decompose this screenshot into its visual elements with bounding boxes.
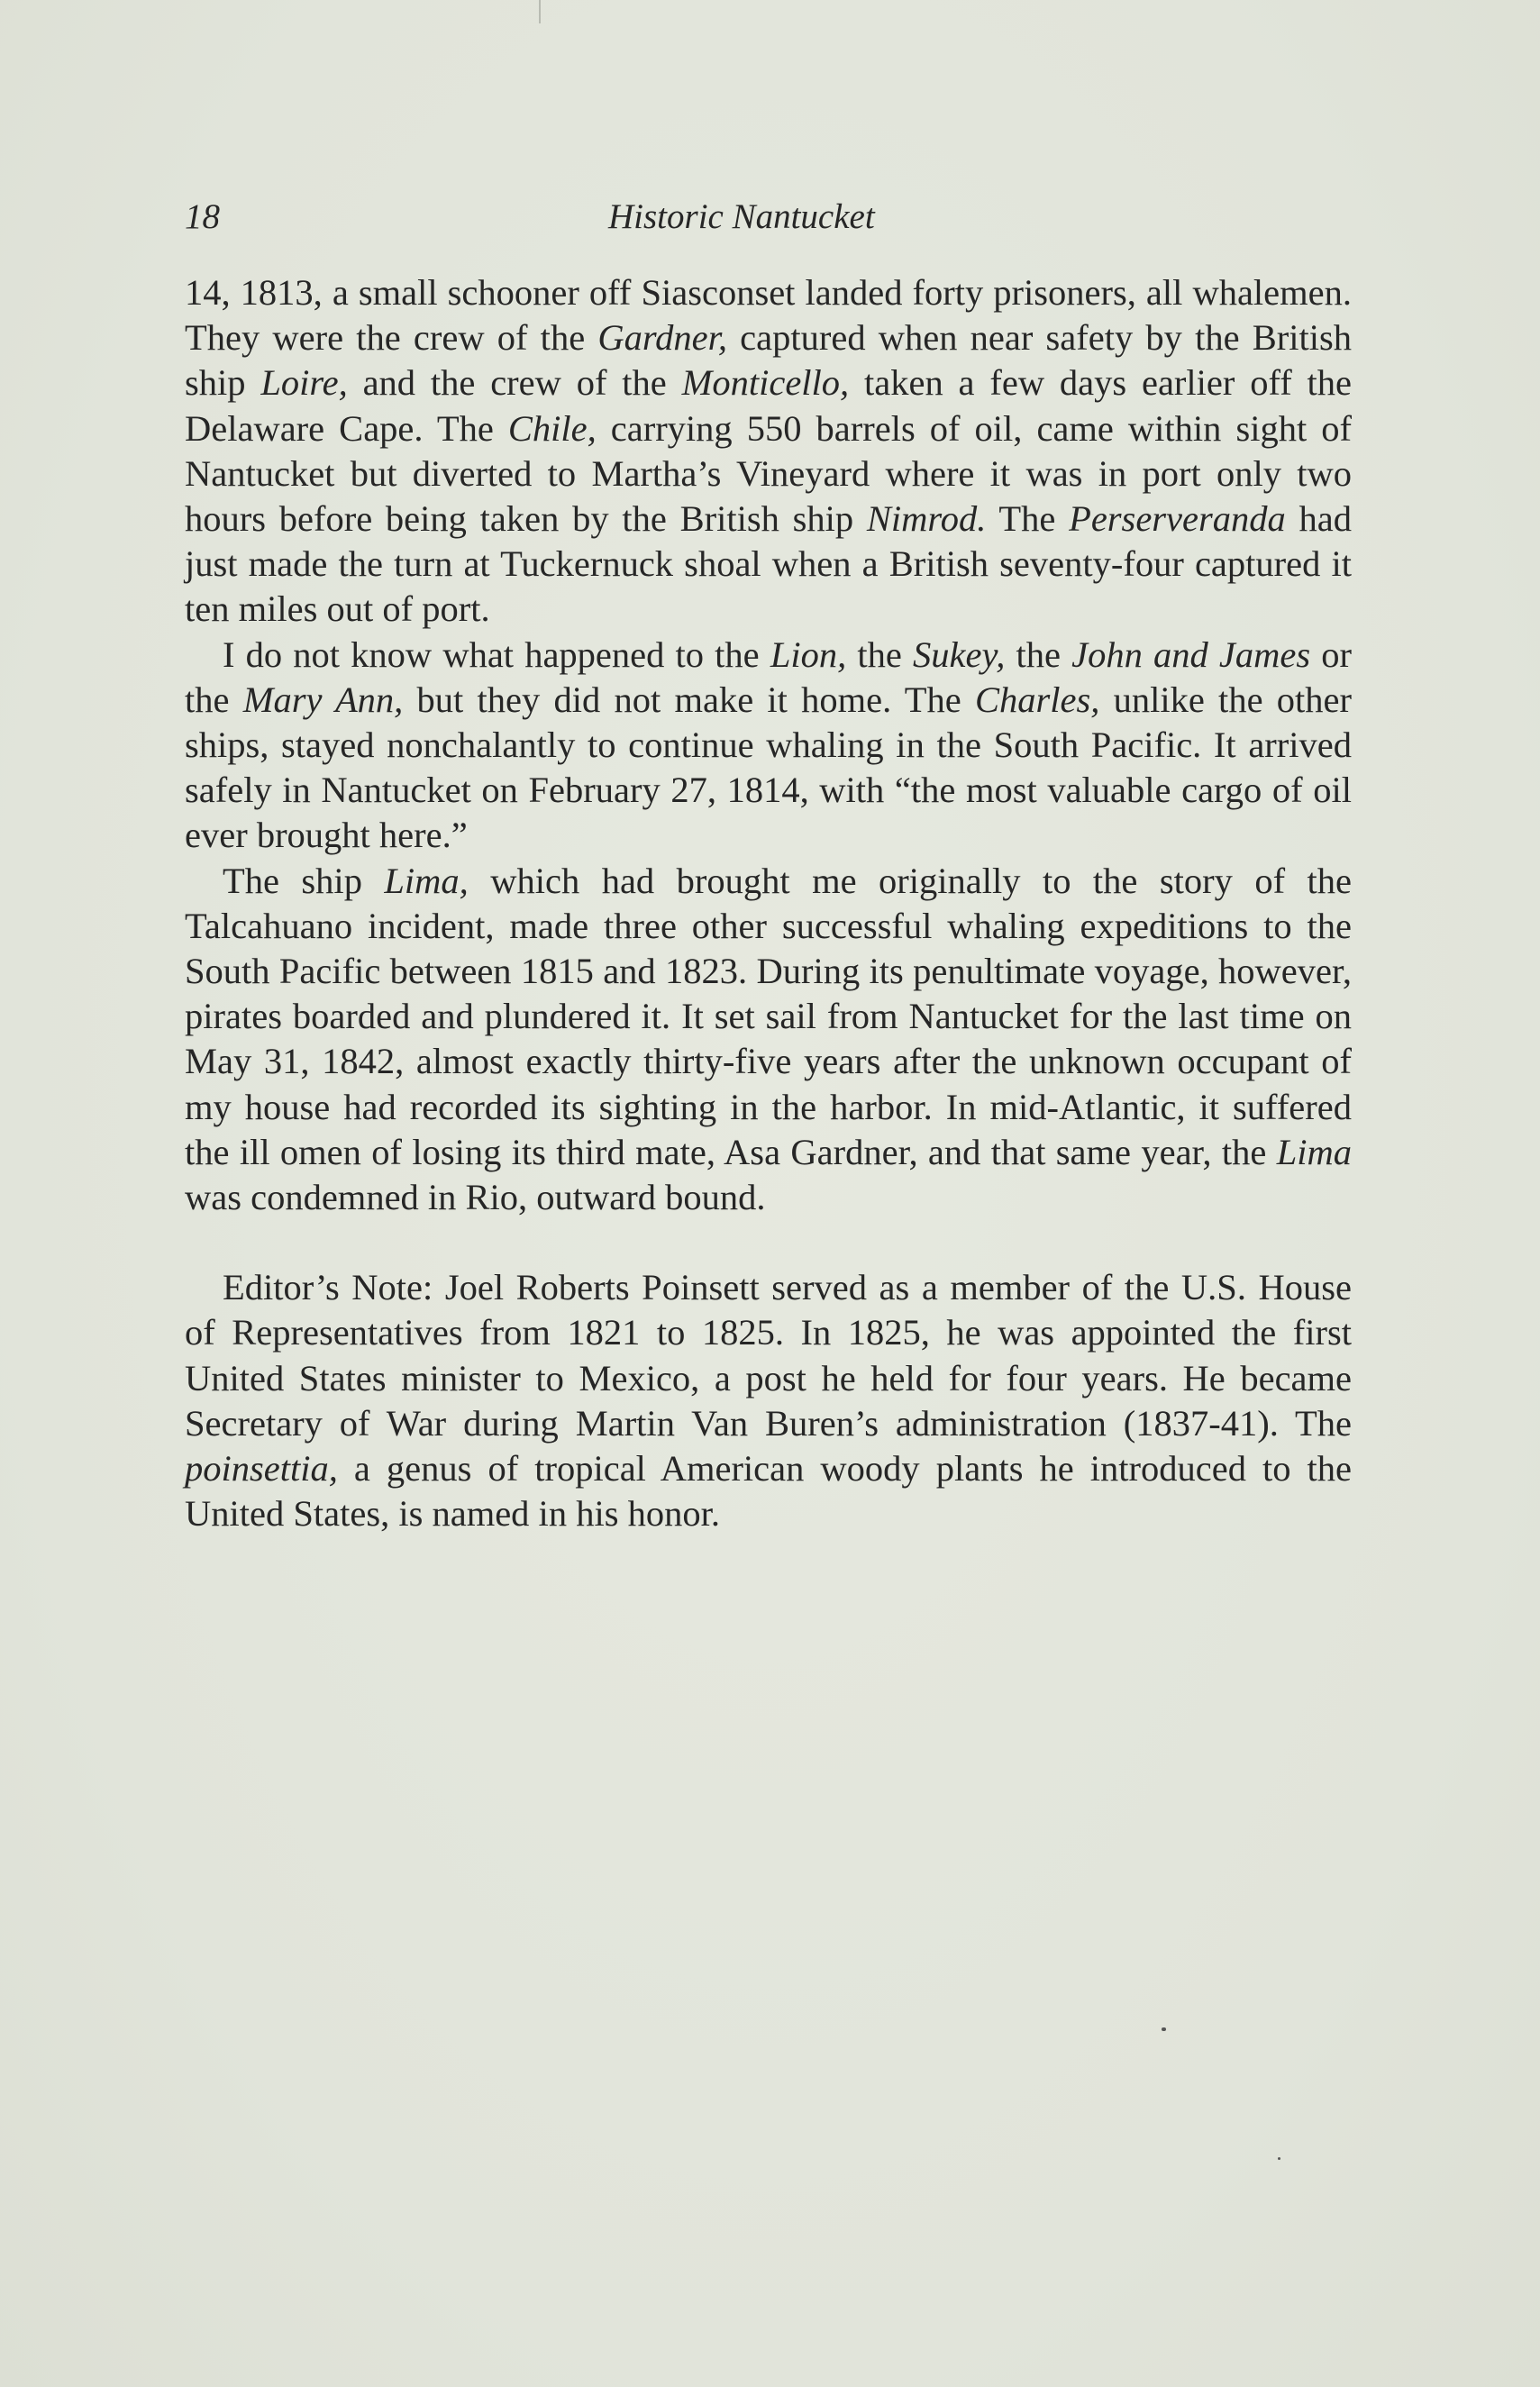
text-run: The [986, 498, 1070, 540]
text-run: 14, 1813, a small schooner off Siasconset landed forty prisoners, all whalemen. They were the crew of the [185, 272, 1352, 359]
italic-ship-name: Loire, [260, 362, 348, 404]
paragraph-continuation [185, 270, 1352, 633]
text-run: captured when near safety by the British ship [185, 317, 1352, 404]
text-run: which had brought me originally to the story of the Talcahuano incident, made three other successful whaling expeditions to the South Pacific between 1815 and 1823. During its penultimate voyage, however, pirates boarded and plundered it. It set sail from Nantucket for the last time on May 31, 1842, almost exactly thirty-five years after the unknown occupant of my house had recorded its sighting in the harbor. In mid-Atlantic, it suffered the ill omen of losing its third mate, Asa Gardner, and that same year, the [185, 860, 1352, 1172]
italic-ship-name: John and James [1071, 633, 1311, 675]
text-run: carrying 550 barrels of oil, came within sight of Nantucket but diverted to Martha’s Vineyard where it was in port only two hours before being taken by the British ship [185, 407, 1353, 540]
text-run: the [846, 633, 913, 675]
running-head [185, 196, 1352, 247]
text-run: or the [185, 633, 1352, 720]
text-run: taken a few days earlier off the Delaware Cape. The [185, 362, 1353, 449]
italic-ship-name: Nimrod. [866, 498, 987, 540]
italic-ship-name: Gardner, [597, 317, 727, 359]
editors-note [185, 1265, 1352, 1536]
text-run: the [1005, 633, 1072, 675]
text-run: The ship [223, 860, 385, 901]
italic-ship-name: poinsettia, [185, 1448, 338, 1490]
italic-ship-name: Mary Ann, [242, 679, 404, 720]
text-run: and the crew of the [347, 362, 682, 404]
italic-ship-name: Monticello, [681, 362, 850, 404]
italic-ship-name: Lima [1276, 1131, 1352, 1172]
book-title: Historic Nantucket [608, 197, 875, 236]
text-run: a genus of tropical American woody plants he introduced to the United States, is named in his honor. [185, 1448, 1352, 1535]
page-number: 18 [185, 197, 220, 236]
italic-ship-name: Lion, [770, 633, 847, 675]
italic-ship-name: Perserveranda [1069, 498, 1286, 540]
text-run: but they did not make it home. The [403, 679, 975, 720]
text-run: Editor’s Note: Joel Roberts Poinsett served as a member of the U.S. House of Representatives from 1821 to 1825. In 1825, he was appointed the first United States minister to Mexico, a post he held for four years. He became Secretary of War during Martin Van Buren’s administration (1837-41). The [185, 1267, 1352, 1444]
text-run: unlike the other ships, stayed nonchalantly to continue whaling in the South Pacific. It arrived safely in Nantucket on February 27, 1814, with “the most valuable cargo of oil ever brought here.” [185, 679, 1352, 856]
body-text [185, 270, 1352, 1536]
gutter-shadow [539, 0, 541, 23]
text-run: was condemned in Rio, outward bound. [185, 1177, 766, 1218]
paragraph-unknown-ships [185, 633, 1352, 859]
print-speck [1278, 2157, 1280, 2160]
text-run: had just made the turn at Tuckernuck shoal when a British seventy-four captured it ten miles out of port. [185, 498, 1352, 630]
italic-ship-name: Chile, [507, 407, 597, 449]
italic-ship-name: Charles, [974, 679, 1100, 720]
paragraph-lima [185, 859, 1352, 1221]
italic-ship-name: Sukey, [913, 633, 1006, 675]
italic-ship-name: Lima, [384, 860, 469, 901]
text-run: I do not know what happened to the [223, 633, 770, 675]
print-speck [1162, 2027, 1166, 2031]
